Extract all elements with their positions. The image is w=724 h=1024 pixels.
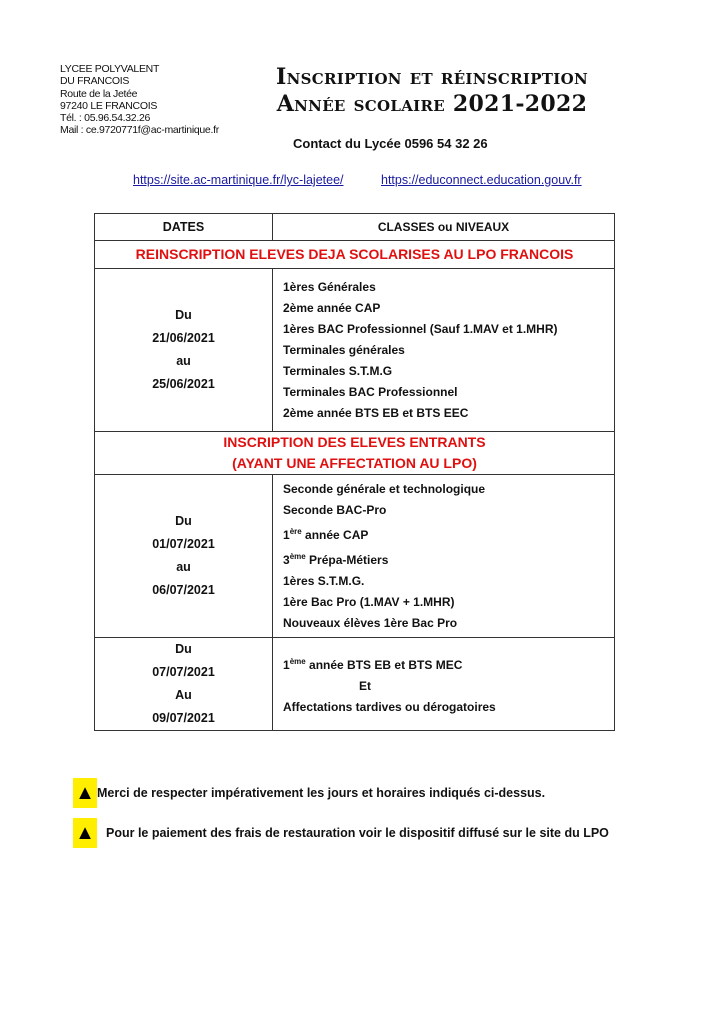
section-title-reinscription: REINSCRIPTION ELEVES DEJA SCOLARISES AU LPO FRANCOIS (95, 241, 615, 269)
school-name-line: LYCEE POLYVALENT (60, 63, 160, 75)
educonnect-link[interactable]: https://educonnect.education.gouv.fr (381, 173, 582, 187)
contact-phone: Contact du Lycée 0596 54 32 26 (293, 136, 488, 151)
end-date: 09/07/2021 (152, 711, 215, 725)
section-title-line: (AYANT UNE AFFECTATION AU LPO) (232, 455, 477, 471)
title-line-2: Année scolaire 2021-2022 (276, 91, 588, 117)
header-dates: DATES (95, 214, 273, 241)
class-item: 1ère Bac Pro (1.MAV + 1.MHR) (283, 594, 455, 609)
class-item: Seconde générale et technologique (283, 481, 486, 496)
start-date: 01/07/2021 (152, 537, 215, 551)
ordinal-suffix: ème (289, 656, 306, 666)
address-street: Route de la Jetée (60, 87, 138, 100)
school-website-link[interactable]: https://site.ac-martinique.fr/lyc-lajetee/ (133, 173, 344, 187)
class-item: Et (359, 678, 371, 693)
school-email: Mail : ce.9720771f@ac-martinique.fr (60, 124, 219, 137)
start-date: 07/07/2021 (152, 665, 215, 679)
title-line-1: Inscription et réinscription (276, 64, 588, 90)
note-schedule (73, 778, 545, 808)
date-label: Du (175, 308, 192, 322)
class-item: 1ères Générales (283, 279, 376, 294)
class-item: 1ères S.T.M.G. (283, 573, 365, 588)
warning-icon: ▲ (73, 778, 97, 808)
class-list (273, 638, 615, 731)
class-item (283, 546, 614, 571)
ordinal: 3 (283, 552, 290, 567)
class-text: année BTS EB et BTS MEC (305, 657, 463, 672)
class-item: Seconde BAC-Pro (283, 502, 387, 517)
class-item: 2ème année BTS EB et BTS EEC (283, 405, 469, 420)
end-date: 25/06/2021 (152, 377, 215, 391)
date-range (95, 269, 273, 432)
start-date: 21/06/2021 (152, 331, 215, 345)
date-range (95, 638, 273, 731)
schedule-table (94, 213, 615, 731)
address-city: 97240 LE FRANCOIS (60, 99, 158, 112)
class-item: Affectations tardives ou dérogatoires (283, 699, 496, 714)
section-row (95, 241, 615, 269)
class-item (283, 651, 614, 676)
class-item: 1ères BAC Professionnel (Sauf 1.MAV et 1.MHR) (283, 321, 558, 336)
class-item: Nouveaux élèves 1ère Bac Pro (283, 615, 458, 630)
class-list (273, 475, 615, 638)
class-item (283, 521, 614, 546)
table-row (95, 269, 615, 432)
class-item: Terminales S.T.M.G (283, 363, 393, 378)
end-date: 06/07/2021 (152, 583, 215, 597)
class-text: Prépa-Métiers (305, 552, 389, 567)
date-label: Au (175, 688, 192, 702)
ordinal: 1 (283, 657, 290, 672)
class-item: Terminales générales (283, 342, 405, 357)
note-text: Pour le paiement des frais de restauration voir le dispositif diffusé sur le site du LPO (106, 826, 609, 840)
class-item: Terminales BAC Professionnel (283, 384, 458, 399)
ordinal-suffix: ème (289, 551, 306, 561)
table-row (95, 638, 615, 731)
table-header-row (95, 214, 615, 241)
date-label: au (176, 560, 191, 574)
note-text: Merci de respecter impérativement les jours et horaires indiqués ci-dessus. (97, 786, 546, 800)
date-label: au (176, 354, 191, 368)
class-item: 2ème année CAP (283, 300, 381, 315)
note-payment (73, 818, 609, 848)
warning-icon: ▲ (73, 818, 97, 848)
school-name-line: DU FRANCOIS (60, 75, 130, 88)
date-range (95, 475, 273, 638)
page-title (232, 64, 632, 118)
class-list (273, 269, 615, 432)
table-row (95, 475, 615, 638)
date-label: Du (175, 642, 192, 656)
school-phone: Tél. : 05.96.54.32.26 (60, 112, 151, 125)
section-row (95, 432, 615, 475)
header-classes: CLASSES ou NIVEAUX (273, 214, 615, 241)
class-text: année CAP (301, 527, 369, 542)
section-title-line: INSCRIPTION DES ELEVES ENTRANTS (223, 434, 486, 450)
section-title-inscription (95, 432, 615, 475)
ordinal-suffix: ère (289, 526, 302, 536)
school-address (60, 63, 219, 137)
ordinal: 1 (283, 527, 290, 542)
date-label: Du (175, 514, 192, 528)
